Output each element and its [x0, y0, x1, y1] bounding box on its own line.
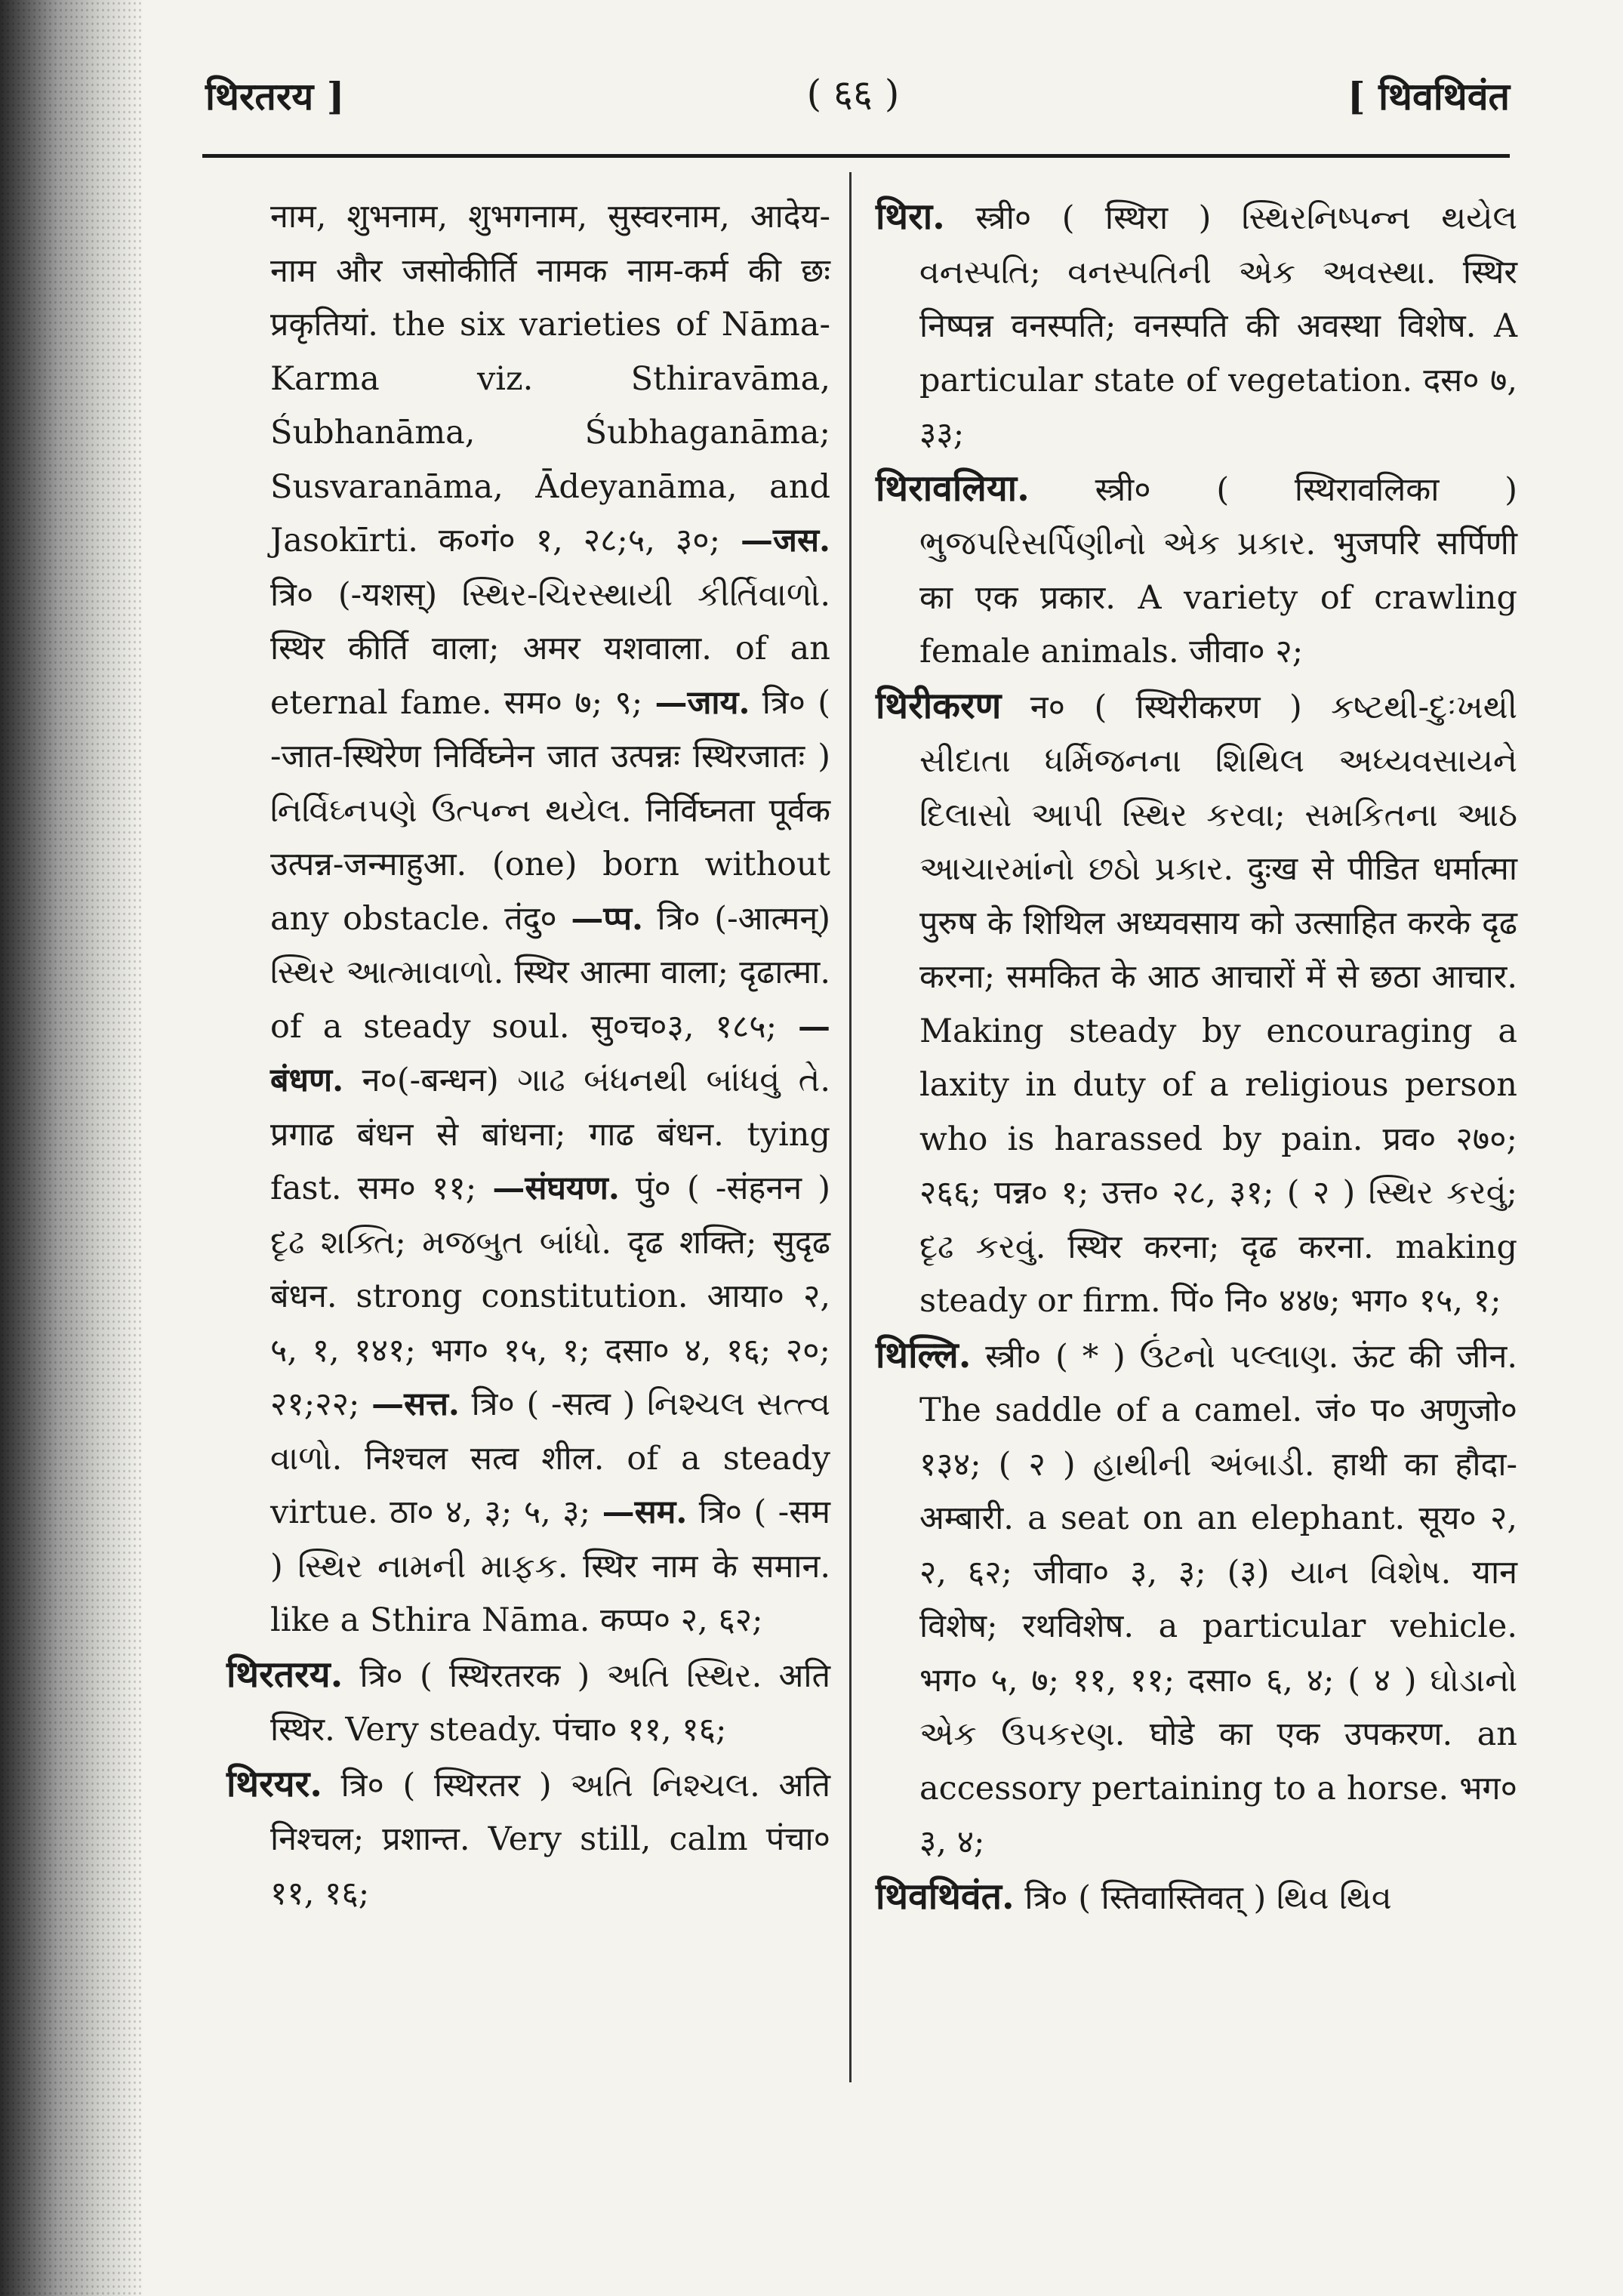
dictionary-entry: [876, 190, 1517, 462]
sub-headword: —जस.: [741, 522, 830, 559]
header-rule: [202, 154, 1510, 158]
column-divider: [849, 172, 852, 2082]
right-guide-word: [ थिवथिवंत: [1347, 74, 1510, 119]
entry-text: नाम, शुभनाम, शुभगनाम, सुस्वरनाम, आदेय-नाम और जसोकीर्ति नामक नाम-कर्म की छः प्रकृतियां. the six varieties of Nāma-Karma viz. Sthiravāma, Śubhanāma, Śubhaganāma; Susvaranāma, Ādeyanāma, and Jasokīrti. क०गं० १, २८;५, ३०;: [270, 198, 830, 559]
entry-text: पुं० ( -संहनन ) દૃઢ શક્તિ; મજબુત બાંધો. दृढ शक्ति; सुदृढ बंधन. strong constitution. आया० २, ५, १, १४१; भग० १५, १; दसा० ४, १६; २०; २१;२२;: [270, 1170, 831, 1423]
entry-text: स्त्री० ( स्थिरा ) સ્થિરનિષ્પન્ન થયેલ વનસ્પતિ; વનસ્પતિની એક અવસ્થા. स्थिर निष्पन्न वनस्पति; वनस्पति की अवस्था विशेष. A particular state of vegetation. दस० ७, ३३;: [919, 199, 1517, 453]
entry-text: त्रि० (-यशस्) સ્થિર-ચિરસ્થાયી કીર્તિવાળો. स्थिर कीर्ति वाला; अमर यशवाला. of an eternal fame. सम० ७; ९;: [270, 575, 830, 722]
sub-headword: —बंधण.: [270, 1007, 830, 1099]
headword: थिरीकरण: [876, 684, 1002, 727]
headword: थिल्लि.: [876, 1333, 972, 1376]
dictionary-entry: [876, 680, 1517, 1329]
entry-text: त्रि० ( स्थिरतरक ) અતિ સ્થિર. अति स्थिर. Very steady. पंचा० ११, १६;: [270, 1657, 830, 1749]
entry-text: त्रि० ( -सत्व ) નિશ્ચલ સત્ત્વ વાળો. निश्चल सत्व शील. of a steady virtue. ठा० ४, ३; ५, ३;: [270, 1385, 830, 1531]
sub-headword: —संघयण.: [492, 1170, 620, 1207]
entry-text: न० ( स्थिरीकरण ) કષ્ટથી-દુઃખથી સીદાતા ધર્મિજનના શિથિલ અધ્યવસાયને દિલાસો આપી સ્થિર કરવા; સમકિતના આઠ આચારમાંનો છઠો પ્રકાર. दुःख से पीडित धर्मात्मा पुरुष के शिथिल अध्यवसाय को उत्साहित करके दृढ करना; समकित के आठ आचारों में से छठा आचार. Making steady by encouraging a laxity in duty of a religious person who is harassed by pain. प्रव० २७०; २६६; पन्न० १; उत्त० २८, ३१; ( २ ) સ્થિર કરવું; દૃઢ કરવું. स्थिर करना; दृढ करना. making steady or firm. पिं० नि० ४४७; भग० १५, १;: [919, 688, 1517, 1320]
dictionary-entry: [226, 190, 830, 1648]
headword: थिरयर.: [226, 1762, 322, 1805]
headword: थिवथिवंत.: [876, 1875, 1015, 1918]
left-guide-word: थिरतरय ]: [205, 74, 345, 119]
entry-text: न०(-बन्धन) ગાઢ બંધનથી બાંધવું તે. प्रगाढ बंधन से बांधना; गाढ बंधन. tying fast. सम० ११;: [270, 1062, 830, 1207]
entry-text: त्रि० ( स्तिवास्तिवत् ) થિવ થિવ: [1014, 1878, 1392, 1917]
headword: थिरा.: [876, 196, 945, 238]
dictionary-entry: [226, 1758, 830, 1922]
entry-text: त्रि० (-आत्मन्) સ્થિર આત્માવાળો. स्थिर आत्मा वाला; दृढात्मा. of a steady soul. सु०च०३, १८५;: [270, 899, 830, 1046]
headword: थिरावलिया.: [876, 467, 1030, 510]
dictionary-entry: [876, 1870, 1517, 1926]
headword: थिरतरय.: [226, 1653, 343, 1696]
entry-text: स्त्री० ( * ) ઉંટનો પલ્લાણ. ऊंट की जीन. The saddle of a camel. जं० प० अणुजो० १३४; ( २ ) હાથીની અંબાડી. हाथी का हौदा-अम्बारी. a seat on an elephant. सूय० २, २, ६२; जीवा० ३, ३; (३) યાન વિશેષ. यान विशेष; रथविशेष. a particular vehicle. भग० ५, ७; ११, ११; दसा० ६, ४; ( ४ ) ઘોડાનો એક ઉપકરણ. घोडे का एक उपकरण. an accessory pertaining to a horse. भग० ३, ४;: [919, 1337, 1517, 1861]
dictionary-entry: [876, 462, 1517, 680]
scan-noise: [0, 0, 143, 2296]
entry-text: त्रि० ( स्थिरतर ) અતિ નિશ્ચલ. अति निश्चल; प्रशान्त. Very still, calm पंचा० ११, १६;: [270, 1766, 830, 1912]
dictionary-entry: [226, 1648, 830, 1758]
entry-text: त्रि० ( -जात-स्थिरेण निर्विघ्नेन जात उत्पन्नः स्थिरजातः ) નિર્વિઘ્નપણે ઉત્પન્ન થયેલ. निर्विघ्नता पूर्वक उत्पन्न-जन्माहुआ. (one) born without any obstacle. तंदु०: [270, 683, 830, 938]
sub-headword: —सत्त.: [371, 1385, 460, 1423]
page-number: ( ६६ ): [806, 72, 900, 116]
right-column: [876, 190, 1517, 1925]
left-column: [226, 190, 830, 1921]
entry-text: त्रि० ( -सम ) સ્થિર નામની માફક. स्थिर नाम के समान. like a Sthira Nāma. कप्प० २, ६२;: [270, 1493, 830, 1639]
entry-text: स्त्री० ( स्थिरावलिका ) ભુજપરિસર્પિણીનો એક પ્રકાર. भुजपरि सर्पिणी का एक प्रकार. A variety of crawling female animals. जीवा० २;: [919, 470, 1517, 670]
sub-headword: —प्प.: [571, 899, 643, 938]
sub-headword: —सम.: [602, 1493, 688, 1531]
sub-headword: —जाय.: [654, 683, 750, 722]
dictionary-entry: [876, 1329, 1517, 1870]
